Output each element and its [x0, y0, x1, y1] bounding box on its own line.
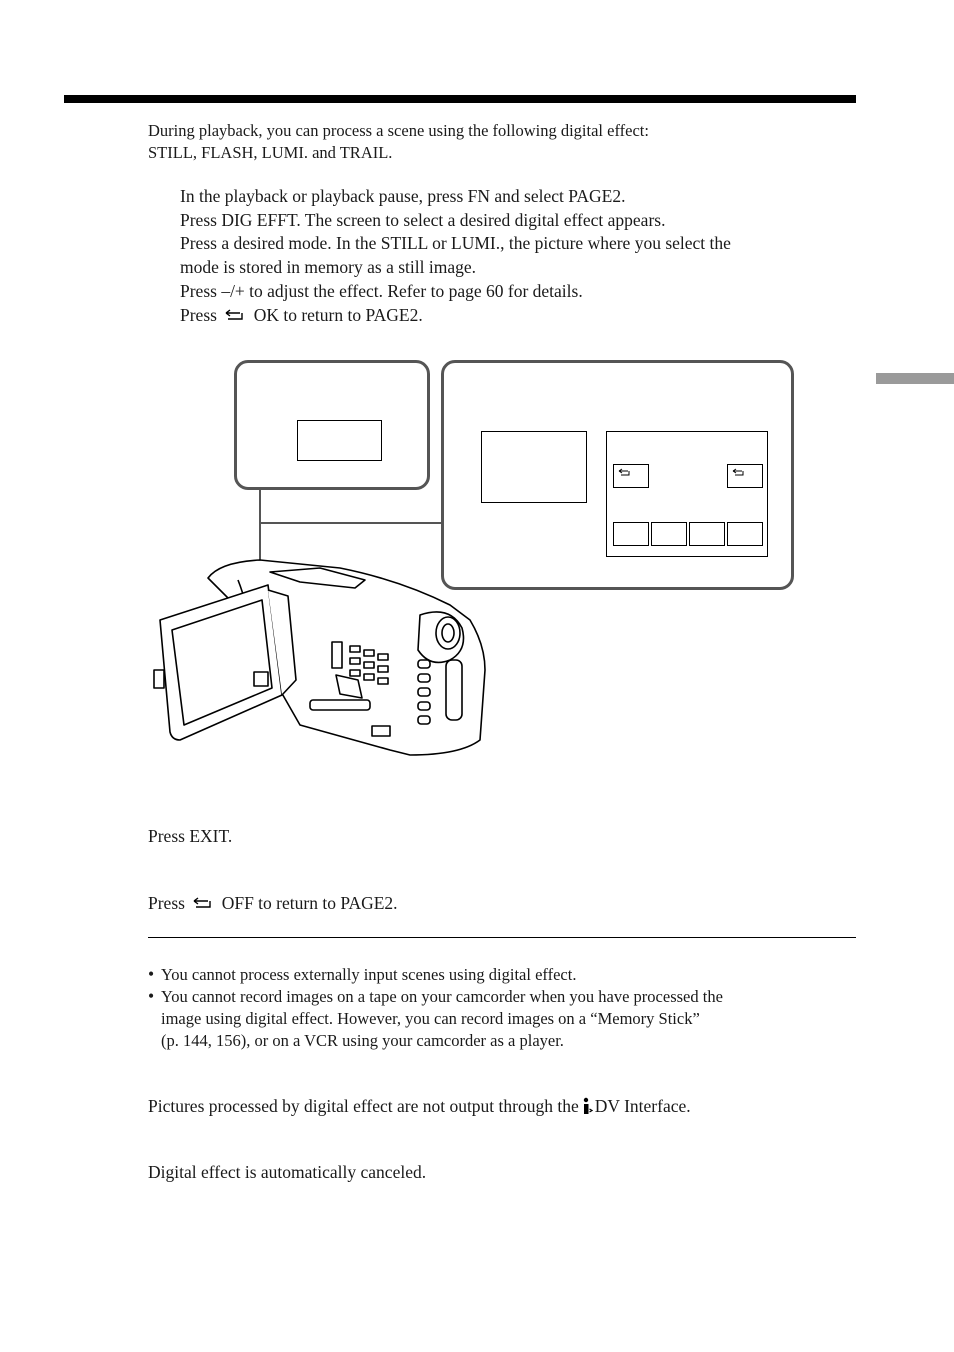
camcorder-illustration — [150, 355, 800, 765]
callout-fn-screen — [234, 360, 430, 490]
fn-button-box — [297, 420, 382, 461]
i-link-icon — [581, 1097, 593, 1115]
cancel-instruction: Press EXIT. — [148, 826, 233, 846]
off-instruction — [148, 892, 398, 915]
return-button-right — [727, 464, 763, 488]
camcorder-icon — [150, 550, 510, 765]
effect-button-4 — [727, 522, 763, 546]
step-3-cont: mode is stored in memory as a still image. — [180, 257, 476, 277]
step-3: Press a desired mode. In the STILL or LUMI., the picture where you select the — [180, 233, 731, 253]
return-button-left — [613, 464, 649, 488]
step-5-post: OK to return to PAGE2. — [253, 305, 423, 325]
off-pre: Press — [148, 893, 185, 913]
step-2: Press DIG EFFT. The screen to select a desired digital effect appears. — [180, 210, 666, 230]
effect-select-screen — [606, 431, 768, 557]
off-post: OFF to return to PAGE2. — [221, 893, 398, 913]
section-side-tab — [876, 373, 954, 384]
note-bullet-1: • — [148, 964, 155, 984]
step-5 — [180, 304, 423, 327]
dv-interface-note — [148, 1095, 691, 1118]
return-arrow-icon — [191, 897, 213, 911]
note-2: You cannot record images on a tape on your camcorder when you have processed the — [161, 987, 723, 1006]
intro-line-1: During playback, you can process a scene using the following digital effect: — [148, 121, 649, 140]
effect-button-1 — [613, 522, 649, 546]
page2-screen — [481, 431, 587, 503]
dv-pre: Pictures processed by digital effect are not output through the — [148, 1096, 579, 1116]
step-4: Press –/+ to adjust the effect. Refer to page 60 for details. — [180, 281, 583, 301]
note-2-cont-2: (p. 144, 156), or on a VCR using your camcorder as a player. — [161, 1031, 564, 1050]
note-2-cont-1: image using digital effect. However, you can record images on a “Memory Stick” — [161, 1009, 700, 1028]
note-1: You cannot process externally input scenes using digital effect. — [161, 965, 577, 984]
return-arrow-icon — [223, 309, 245, 323]
notes-divider — [148, 937, 856, 938]
note-bullet-2: • — [148, 986, 155, 1006]
auto-cancel-note: Digital effect is automatically canceled. — [148, 1162, 427, 1182]
step-5-pre: Press — [180, 305, 217, 325]
dv-post: DV Interface. — [594, 1096, 691, 1116]
intro-line-2: STILL, FLASH, LUMI. and TRAIL. — [148, 143, 393, 162]
top-rule — [64, 95, 856, 103]
effect-button-2 — [651, 522, 687, 546]
effect-button-3 — [689, 522, 725, 546]
step-1: In the playback or playback pause, press FN and select PAGE2. — [180, 186, 626, 206]
